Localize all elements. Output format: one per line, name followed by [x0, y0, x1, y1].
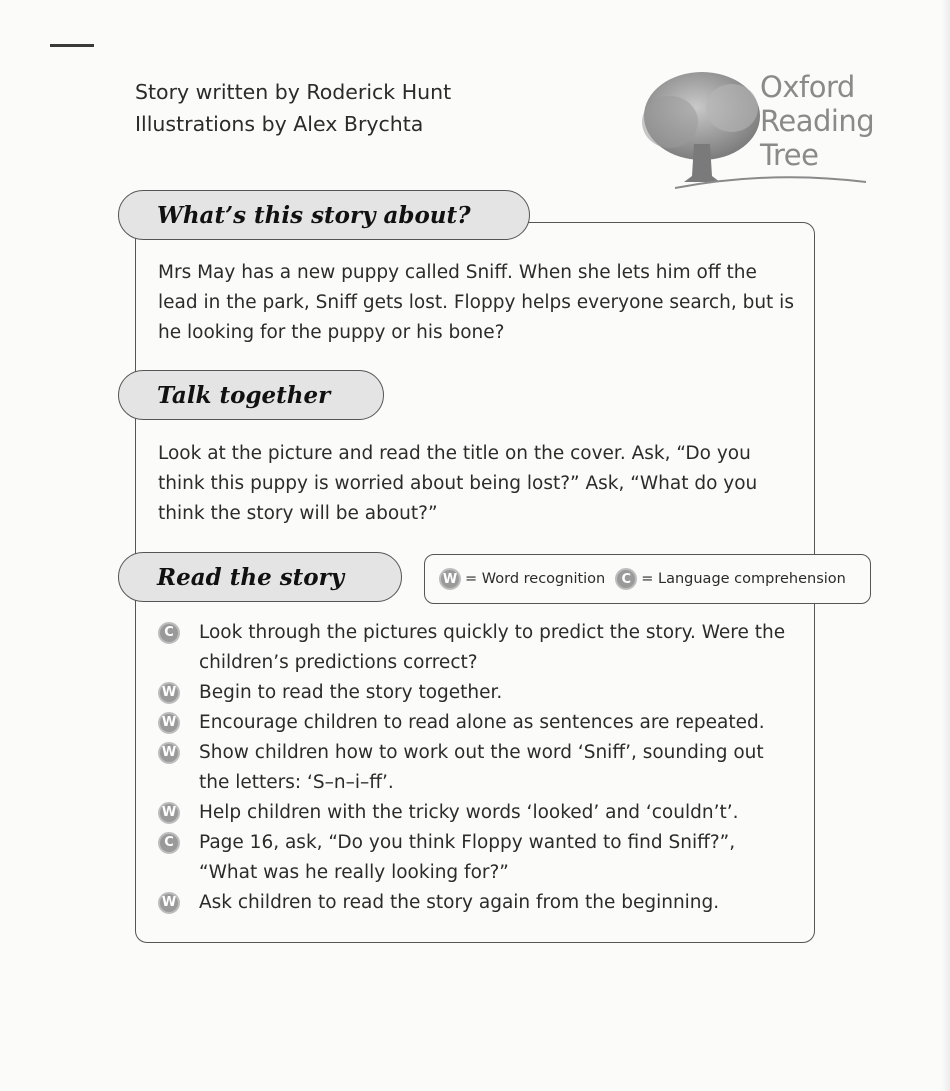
- list-item: [158, 708, 798, 738]
- logo-line-reading: Reading: [760, 104, 875, 138]
- step-badge-icon: W: [158, 682, 180, 704]
- page-edge-shadow: [942, 0, 950, 1091]
- about-line: lead in the park, Sniff gets lost. Floppy helps everyone search, but is: [158, 292, 794, 313]
- word-recognition-badge-icon: W: [439, 568, 461, 590]
- step-badge-icon: W: [158, 742, 180, 764]
- logo-wordmark: [760, 70, 874, 172]
- story-credit: Story written by Roderick Hunt: [135, 80, 452, 104]
- list-item: [158, 618, 798, 678]
- talk-line: Look at the picture and read the title on the cover. Ask, “Do you: [158, 443, 751, 464]
- talk-paragraph: [158, 439, 798, 529]
- page-corner-dash: [50, 44, 94, 47]
- step-badge-icon: C: [158, 622, 180, 644]
- credits: [135, 76, 451, 140]
- step-line: Look through the pictures quickly to predict the story. Were the: [199, 622, 786, 643]
- step-badge-icon: W: [158, 712, 180, 734]
- step-line: Help children with the tricky words ‘looked’ and ‘couldn’t’.: [199, 802, 739, 823]
- talk-line: think the story will be about?”: [158, 503, 438, 524]
- logo-line-oxford: Oxford: [760, 70, 855, 104]
- list-item: [158, 888, 798, 918]
- step-badge-icon: W: [158, 802, 180, 824]
- about-paragraph: [158, 258, 798, 348]
- list-item: [158, 678, 798, 708]
- illustration-credit: Illustrations by Alex Brychta: [135, 112, 424, 136]
- section-heading-read: Read the story: [118, 552, 402, 602]
- step-badge-icon: W: [158, 892, 180, 914]
- step-line: Page 16, ask, “Do you think Floppy wanted to find Sniff?”,: [199, 832, 736, 853]
- step-line: Encourage children to read alone as sentences are repeated.: [199, 712, 765, 733]
- step-line: “What was he really looking for?”: [199, 862, 509, 883]
- reading-steps-list: [158, 618, 798, 918]
- logo-line-tree: Tree: [760, 138, 819, 172]
- word-recognition-label: = Word recognition: [465, 571, 606, 587]
- step-line: children’s predictions correct?: [199, 652, 478, 673]
- language-comprehension-label: = Language comprehension: [641, 571, 846, 587]
- step-line: Begin to read the story together.: [199, 682, 503, 703]
- step-line: the letters: ‘S–n–i–ff’.: [199, 772, 394, 793]
- section-heading-about: What’s this story about?: [118, 190, 530, 240]
- list-item: [158, 828, 798, 888]
- step-line: Show children how to work out the word ‘Sniff’, sounding out: [199, 742, 764, 763]
- language-comprehension-badge-icon: C: [615, 568, 637, 590]
- list-item: [158, 738, 798, 798]
- talk-line: think this puppy is worried about being lost?” Ask, “What do you: [158, 473, 758, 494]
- about-line: he looking for the puppy or his bone?: [158, 322, 505, 343]
- list-item: [158, 798, 798, 828]
- step-line: Ask children to read the story again from the beginning.: [199, 892, 720, 913]
- about-line: Mrs May has a new puppy called Sniff. When she lets him off the: [158, 262, 757, 283]
- step-badge-icon: C: [158, 832, 180, 854]
- section-heading-talk: Talk together: [118, 370, 384, 420]
- badge-legend: [424, 554, 871, 604]
